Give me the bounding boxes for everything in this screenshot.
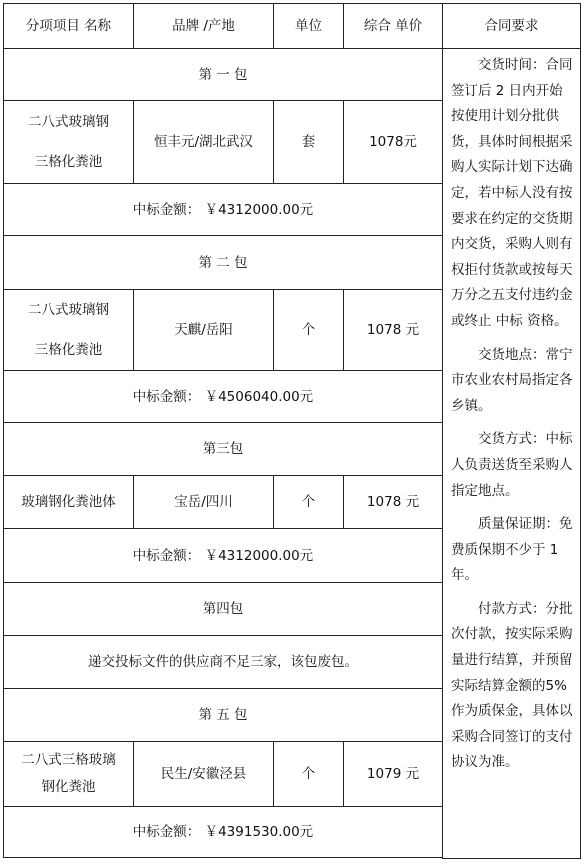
package-amount: 中标金额： ￥4312000.00元 (4, 529, 443, 583)
header-requirements: 合同要求 (443, 4, 581, 49)
bid-results-table (3, 3, 581, 859)
item-name-line-2: 钢化粪池 (41, 779, 96, 795)
item-brand: 天麒/岳阳 (134, 290, 274, 371)
item-unit: 个 (274, 290, 344, 371)
header-price: 综合 单价 (344, 4, 443, 49)
item-name-line-2: 三格化粪池 (34, 154, 103, 170)
package-1-title-row (4, 49, 581, 101)
req-delivery-method: 交货方式：中标人负责送货至采购人指定地点。 (451, 431, 573, 499)
item-name (4, 101, 134, 184)
item-name: 玻璃钢化粪池体 (4, 476, 134, 529)
header-unit: 单位 (274, 4, 344, 49)
req-delivery-time: 交货时间：合同签订后 2 日内开始按使用计划分批供货，具体时间根据采购人实际计划下达确定，若中标人没有按要求在约定的交货期内交货，采购人则有权拒付货款或按每天万分之五支付违约金或终止 中标 资格。 (451, 57, 573, 329)
req-warranty: 质量保证期：免费质保期不少于 1 年。 (451, 516, 573, 584)
item-brand: 民生/安徽泾县 (134, 742, 274, 807)
package-void-note: 递交投标文件的供应商不足三家，该包废包。 (4, 636, 443, 689)
header-brand: 品牌 /产地 (134, 4, 274, 49)
item-name-line-1: 二八式玻璃钢 (28, 302, 109, 318)
package-amount: 中标金额： ￥4312000.00元 (4, 184, 443, 236)
item-name-line-1: 二八式三格玻璃 (21, 752, 116, 768)
header-row (4, 4, 581, 49)
item-price: 1078 元 (344, 476, 443, 529)
package-title: 第 一 包 (4, 49, 443, 101)
item-name-line-2: 三格化粪池 (34, 342, 103, 358)
package-title: 第 二 包 (4, 236, 443, 290)
package-amount: 中标金额： ￥4391530.00元 (4, 807, 443, 858)
item-price: 1078 元 (344, 290, 443, 371)
item-name-line-1: 二八式玻璃钢 (28, 114, 109, 130)
item-unit: 个 (274, 476, 344, 529)
item-name (4, 742, 134, 807)
package-title: 第四包 (4, 583, 443, 636)
item-name (4, 290, 134, 371)
item-brand: 恒丰元/湖北武汉 (134, 101, 274, 184)
item-unit: 个 (274, 742, 344, 807)
package-title: 第三包 (4, 423, 443, 476)
item-unit: 套 (274, 101, 344, 184)
req-payment: 付款方式：分批次付款，按实际采购量进行结算，并预留实际结算金额的5%作为质保金，具体以采购合同签订的支付协议为准。 (451, 600, 573, 771)
header-item: 分项项目 名称 (4, 4, 134, 49)
contract-requirements (443, 49, 581, 859)
item-brand: 宝岳/四川 (134, 476, 274, 529)
item-price: 1078元 (344, 101, 443, 184)
package-amount: 中标金额： ￥4506040.00元 (4, 371, 443, 423)
item-price: 1079 元 (344, 742, 443, 807)
package-title: 第 五 包 (4, 689, 443, 742)
req-delivery-place: 交货地点：常宁市农业农村局指定各乡镇。 (451, 346, 573, 414)
